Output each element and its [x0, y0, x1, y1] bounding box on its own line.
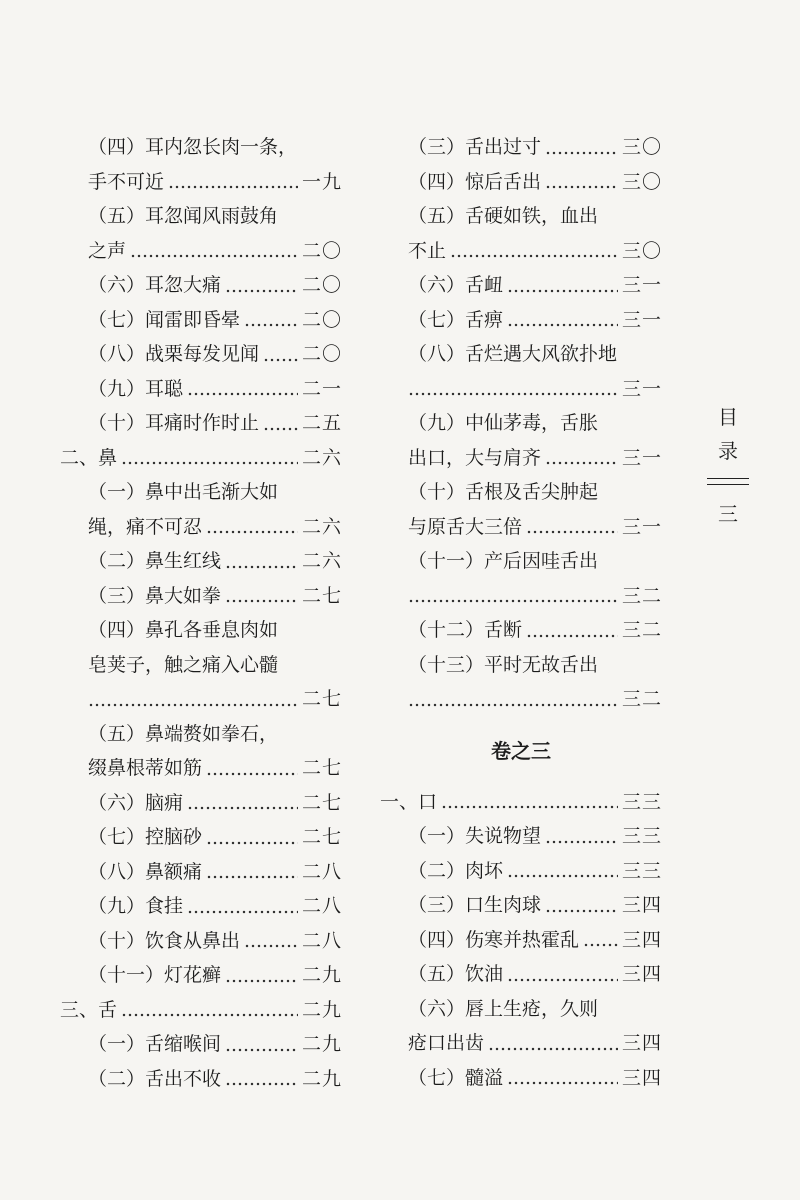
toc-entry[interactable] — [380, 372, 662, 407]
toc-entry-title: （六）耳忽大痛 — [88, 274, 222, 296]
toc-entry-title: （二）舌出不收 — [88, 1067, 222, 1090]
toc-entry-title: （六）唇上生疮，久则 — [408, 997, 599, 1020]
toc-entry-title: （八）鼻额痛 — [88, 860, 203, 883]
side-section-tab — [706, 400, 750, 531]
toc-right-column — [380, 130, 662, 1095]
toc-entry-page-number: 二八 — [301, 929, 342, 952]
toc-entry[interactable] — [60, 303, 342, 338]
dot-leader — [507, 978, 618, 982]
toc-entry-title: （九）耳聪 — [88, 377, 184, 400]
toc-entry[interactable] — [380, 888, 662, 923]
dot-leader — [121, 1013, 298, 1017]
toc-entry-title: 皂荚子，触之痛入心髓 — [88, 653, 279, 676]
toc-entry-page-number: 三〇 — [621, 239, 662, 262]
dot-leader — [244, 323, 298, 327]
dot-leader — [225, 289, 298, 293]
dot-leader — [545, 840, 618, 844]
toc-entry-title: 二、鼻 — [60, 446, 118, 469]
dot-leader — [88, 703, 298, 707]
toc-entry[interactable] — [60, 510, 342, 545]
toc-entry[interactable] — [380, 268, 662, 303]
toc-entry[interactable] — [380, 613, 662, 648]
toc-entry-page-number: 三四 — [621, 1032, 662, 1054]
toc-entry[interactable] — [60, 406, 342, 441]
dot-leader — [168, 185, 298, 189]
toc-entry-page-number: 三三 — [621, 790, 662, 813]
toc-entry[interactable] — [60, 751, 342, 786]
toc-entry[interactable] — [60, 924, 342, 959]
toc-entry-title: 疮口出齿 — [408, 1032, 485, 1054]
toc-entry[interactable] — [60, 786, 342, 821]
toc-entry-title: （十）舌根及舌尖肿起 — [408, 481, 599, 503]
dot-leader — [545, 185, 618, 189]
toc-entry-title: （五）饮油 — [408, 963, 504, 985]
dot-leader — [187, 806, 298, 810]
toc-entry-page-number: 三〇 — [621, 170, 662, 193]
toc-entry-title: 出口，大与肩齐 — [408, 446, 542, 469]
toc-entry-page-number: 二七 — [301, 757, 342, 779]
dot-leader — [441, 805, 618, 809]
toc-entry[interactable] — [380, 992, 662, 1027]
toc-entry[interactable] — [60, 165, 342, 200]
toc-entry-title: 缀鼻根蒂如筋 — [88, 757, 203, 779]
dot-leader — [408, 392, 618, 396]
toc-entry-title: （四）鼻孔各垂息肉如 — [88, 619, 279, 641]
dot-leader — [545, 151, 618, 155]
toc-entry-title: （八）舌烂遇大风欲扑地 — [408, 343, 618, 365]
toc-entry-page-number: 三二 — [621, 688, 662, 710]
toc-entry-title: （四）伤寒并热霍乱 — [408, 928, 580, 951]
toc-entry-title: （一）失说物望 — [408, 825, 542, 847]
toc-entry[interactable] — [60, 199, 342, 234]
toc-entry[interactable] — [380, 648, 662, 683]
toc-entry-page-number: 三四 — [621, 963, 662, 985]
toc-entry-page-number: 三一 — [621, 308, 662, 331]
toc-entry-title: 一、口 — [380, 790, 438, 813]
toc-entry-title: （八）战栗每发见闻 — [88, 343, 260, 365]
toc-entry-page-number: 二七 — [301, 791, 342, 814]
dot-leader — [408, 599, 618, 603]
toc-entry-page-number: 三一 — [621, 515, 662, 538]
dot-leader — [225, 1048, 298, 1052]
toc-entry-page-number: 三四 — [621, 1066, 662, 1089]
toc-entry-title: （六）脑痈 — [88, 791, 184, 814]
dot-leader — [526, 530, 618, 534]
toc-entry[interactable] — [380, 1026, 662, 1061]
toc-entry-page-number: 二七 — [301, 584, 342, 607]
dot-leader — [187, 392, 298, 396]
side-tab-char: 目 — [718, 405, 738, 429]
toc-entry-page-number: 二〇 — [301, 274, 342, 296]
toc-entry[interactable] — [380, 1061, 662, 1096]
toc-entry-page-number: 二七 — [301, 826, 342, 848]
dot-leader — [507, 1081, 618, 1085]
toc-entry-page-number: 三三 — [621, 859, 662, 882]
toc-entry[interactable] — [60, 889, 342, 924]
dot-leader — [225, 979, 298, 983]
toc-entry[interactable] — [60, 1027, 342, 1062]
dot-leader — [244, 944, 298, 948]
toc-entry-title: （十）耳痛时作时止 — [88, 412, 260, 434]
toc-entry-title: （七）舌痹 — [408, 308, 504, 331]
toc-entry-page-number: 三二 — [621, 619, 662, 641]
toc-entry-page-number: 二九 — [301, 1067, 342, 1090]
toc-entry-page-number: 三四 — [621, 928, 662, 951]
toc-entry-title: 与原舌大三倍 — [408, 515, 523, 538]
toc-entry-title: （七）闻雷即昏晕 — [88, 308, 241, 331]
volume-heading: 卷之三 — [491, 738, 551, 763]
toc-entry-title: （五）耳忽闻风雨鼓角 — [88, 205, 279, 227]
toc-entry[interactable] — [60, 475, 342, 510]
toc-entry-page-number: 三〇 — [621, 136, 662, 158]
side-tab-page-number: 三 — [718, 502, 738, 526]
toc-entry-title: 不止 — [408, 239, 447, 262]
toc-entry-page-number: 二五 — [301, 412, 342, 434]
toc-entry[interactable] — [60, 234, 342, 269]
toc-entry-title: （五）舌硬如铁，血出 — [408, 205, 599, 227]
dot-leader — [263, 427, 298, 431]
dot-leader — [408, 703, 618, 707]
toc-entry-title: （九）食挂 — [88, 895, 184, 917]
toc-entry[interactable] — [60, 958, 342, 993]
toc-entry-page-number: 二一 — [301, 377, 342, 400]
toc-entry[interactable] — [60, 130, 342, 165]
toc-entry-title: （一）鼻中出毛渐大如 — [88, 481, 279, 503]
toc-entry[interactable] — [60, 855, 342, 890]
toc-entry-title: （二）肉坏 — [408, 859, 504, 882]
dot-leader — [507, 874, 618, 878]
dot-leader — [545, 461, 618, 465]
toc-entry-page-number: 二六 — [301, 515, 342, 538]
toc-volume-3 — [380, 785, 662, 1096]
toc-entry-title: （十一）灯花癣 — [88, 964, 222, 986]
toc-entry[interactable] — [380, 785, 662, 820]
toc-entry[interactable] — [380, 819, 662, 854]
toc-entry-page-number: 三一 — [621, 446, 662, 469]
toc-entry[interactable] — [60, 372, 342, 407]
toc-entry-page-number: 二九 — [301, 998, 342, 1021]
toc-entry[interactable] — [60, 1062, 342, 1097]
dot-leader — [225, 565, 298, 569]
dot-leader — [488, 1047, 618, 1051]
toc-entry[interactable] — [60, 268, 342, 303]
dot-leader — [507, 289, 618, 293]
dot-leader — [526, 634, 618, 638]
dot-leader — [121, 461, 298, 465]
dot-leader — [263, 358, 298, 362]
toc-entry[interactable] — [380, 199, 662, 234]
dot-leader — [225, 599, 298, 603]
toc-entry-page-number: 二六 — [301, 550, 342, 572]
toc-entry[interactable] — [380, 441, 662, 476]
side-tab-double-rule — [707, 478, 749, 485]
toc-entry-title: （九）中仙茅毒，舌胀 — [408, 412, 599, 434]
toc-entry-title: （十）饮食从鼻出 — [88, 929, 241, 952]
toc-entry-title: （二）鼻生红线 — [88, 550, 222, 572]
toc-entry[interactable] — [60, 441, 342, 476]
toc-left-column — [60, 130, 342, 1096]
toc-entry[interactable] — [60, 682, 342, 717]
dot-leader — [206, 530, 298, 534]
toc-entry[interactable] — [380, 923, 662, 958]
dot-leader — [583, 943, 618, 947]
toc-volume-2-continued — [380, 130, 662, 717]
toc-entry-page-number: 三三 — [621, 825, 662, 847]
toc-entry[interactable] — [380, 682, 662, 717]
toc-entry-page-number: 三二 — [621, 584, 662, 607]
toc-entry[interactable] — [60, 544, 342, 579]
dot-leader — [206, 841, 298, 845]
toc-entry[interactable] — [60, 717, 342, 752]
toc-entry-title: （三）舌出过寸 — [408, 136, 542, 158]
toc-entry[interactable] — [60, 648, 342, 683]
dot-leader — [507, 323, 618, 327]
toc-entry[interactable] — [60, 337, 342, 372]
toc-entry[interactable] — [60, 579, 342, 614]
dot-leader — [450, 254, 618, 258]
toc-entry-page-number: 二〇 — [301, 343, 342, 365]
toc-entry[interactable] — [380, 406, 662, 441]
toc-entry[interactable] — [380, 337, 662, 372]
toc-entry[interactable] — [380, 165, 662, 200]
toc-entry-page-number: 二八 — [301, 895, 342, 917]
toc-entry-page-number: 三一 — [621, 377, 662, 400]
toc-entry-page-number: 二〇 — [301, 239, 342, 262]
toc-entry-page-number: 二〇 — [301, 308, 342, 331]
toc-entry-page-number: 二八 — [301, 860, 342, 883]
toc-entry-title: 手不可近 — [88, 170, 165, 193]
toc-entry-title: （十一）产后因哇舌出 — [408, 550, 599, 572]
toc-entry[interactable] — [380, 303, 662, 338]
toc-entry-page-number: 二七 — [301, 688, 342, 710]
toc-entry-title: （十三）平时无故舌出 — [408, 653, 599, 676]
toc-entry-title: （四）耳内忽长肉一条， — [88, 136, 298, 158]
toc-entry-title: 绳，痛不可忍 — [88, 515, 203, 538]
toc-entry-title: （一）舌缩喉间 — [88, 1033, 222, 1055]
toc-entry-page-number: 二九 — [301, 964, 342, 986]
toc-entry-title: （七）髓溢 — [408, 1066, 504, 1089]
toc-entry[interactable] — [380, 579, 662, 614]
dot-leader — [206, 875, 298, 879]
dot-leader — [187, 910, 298, 914]
toc-entry-page-number: 一九 — [301, 170, 342, 193]
toc-entry[interactable] — [380, 854, 662, 889]
dot-leader — [130, 254, 298, 258]
toc-entry-title: （七）控脑砂 — [88, 826, 203, 848]
toc-entry[interactable] — [60, 820, 342, 855]
toc-entry-title: （三）鼻大如拳 — [88, 584, 222, 607]
toc-entry-title: 之声 — [88, 239, 127, 262]
toc-entry[interactable] — [380, 130, 662, 165]
dot-leader — [225, 1082, 298, 1086]
toc-entry-page-number: 三一 — [621, 274, 662, 296]
dot-leader — [545, 909, 618, 913]
toc-entry-title: （十二）舌断 — [408, 619, 523, 641]
toc-entry[interactable] — [60, 613, 342, 648]
toc-entry-page-number: 三四 — [621, 894, 662, 916]
side-tab-char: 录 — [718, 439, 738, 463]
toc-entry-page-number: 二六 — [301, 446, 342, 469]
toc-entry[interactable] — [380, 544, 662, 579]
dot-leader — [206, 772, 298, 776]
toc-entry-page-number: 二九 — [301, 1033, 342, 1055]
toc-entry-title: （四）惊后舌出 — [408, 170, 542, 193]
toc-entry-title: （六）舌衄 — [408, 274, 504, 296]
toc-entry-title: （五）鼻端赘如拳石， — [88, 722, 279, 745]
toc-entry[interactable] — [380, 234, 662, 269]
toc-entry[interactable] — [60, 993, 342, 1028]
toc-entry[interactable] — [380, 475, 662, 510]
toc-entry-title: （三）口生肉球 — [408, 894, 542, 916]
toc-entry-title: 三、舌 — [60, 998, 118, 1021]
toc-entry[interactable] — [380, 957, 662, 992]
toc-entry[interactable] — [380, 510, 662, 545]
